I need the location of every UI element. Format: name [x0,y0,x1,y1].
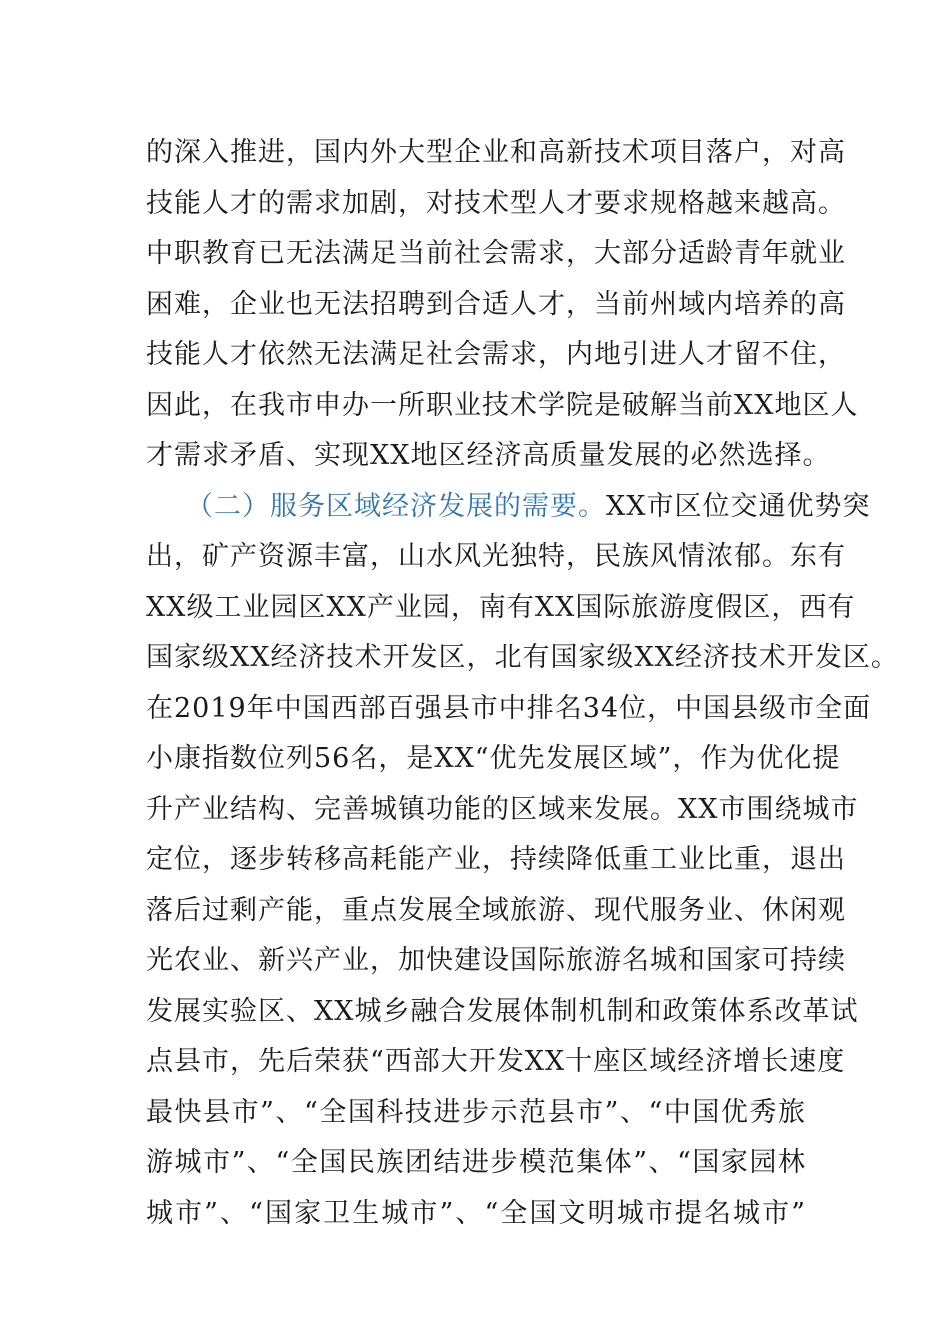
paragraph-line: 才需求矛盾、实现XX地区经济高质量发展的必然选择。 [146,440,831,471]
paragraph-line: 出，矿产资源丰富，山水风光独特，民族风情浓郁。东有 [146,541,846,572]
paragraph-line: 最快县市”、“全国科技进步示范县市”、“中国优秀旅 [146,1096,806,1128]
paragraph-line: 游城市”、“全国民族团结进步模范集体”、“国家园林 [146,1147,806,1178]
paragraph-text: XX市区位交通优势突 [606,490,871,522]
paragraph-line: 在2019年中国西部百强县市中排名34位，中国县级市全面 [146,692,872,724]
paragraph-line: XX级工业园区XX产业园，南有XX国际旅游度假区，西有 [146,591,856,623]
paragraph-line: 城市”、“国家卫生城市”、“全国文明城市提名城市” [146,1197,806,1229]
paragraph-line: 小康指数位列56名，是XX“优先发展区域”，作为优化提 [146,743,841,774]
paragraph-line: 落后过剩产能，重点发展全域旅游、现代服务业、休闲观 [146,894,846,926]
paragraph-line: 发展实验区、XX城乡融合发展体制机制和政策体系改革试 [146,995,859,1027]
paragraph-line: 因此，在我市申办一所职业技术学院是破解当前XX地区人 [146,389,859,421]
paragraph-line: 的深入推进，国内外大型企业和高新技术项目落户，对高 [146,137,846,168]
paragraph-line: 中职教育已无法满足当前社会需求，大部分适龄青年就业 [146,238,846,269]
section-heading: （二）服务区域经济发展的需要。 [186,490,606,522]
paragraph-line: 升产业结构、完善城镇功能的区域来发展。XX市围绕城市 [146,793,859,825]
paragraph-line: 点县市，先后荣获“西部大开发XX十座区域经济增长速度 [146,1046,846,1077]
paragraph-line: 定位，逐步转移高耗能产业，持续降低重工业比重，退出 [146,844,846,875]
paragraph-line: 技能人才依然无法满足社会需求，内地引进人才留不住， [146,339,846,370]
paragraph-line: 光农业、新兴产业，加快建设国际旅游名城和国家可持续 [146,945,846,976]
body-text [146,128,899,1239]
paragraph-line: 技能人才的需求加剧，对技术型人才要求规格越来越高。 [146,187,846,219]
paragraph-line: 困难，企业也无法招聘到合适人才，当前州域内培养的高 [146,288,846,320]
paragraph-line: 国家级XX经济技术开发区，北有国家级XX经济技术开发区。 [146,642,899,673]
section-heading-line [146,482,871,533]
